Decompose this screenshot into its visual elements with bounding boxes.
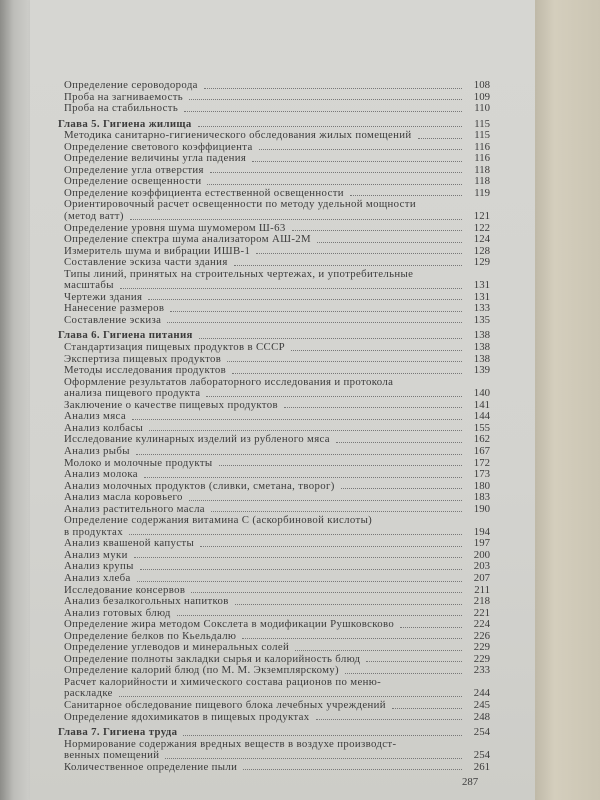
- toc-entry-title: Санитарное обследование пищевого блока лечебных учреждений: [64, 699, 386, 711]
- toc-page-number: 245: [473, 698, 490, 711]
- toc-page-number: 229: [473, 652, 490, 665]
- toc-entry-title: Определение жира методом Сокслета в модификации Рушковсково: [64, 619, 395, 631]
- toc-entry-title: Анализ растительного масла: [64, 503, 205, 515]
- toc-page-number: 229: [473, 641, 490, 654]
- toc-page-number: 140: [473, 387, 490, 400]
- dot-leader: [292, 230, 462, 231]
- toc-page-number: 115: [474, 117, 490, 130]
- toc-page-number: 172: [473, 456, 490, 469]
- toc-entry-title: Методы исследования продуктов: [64, 365, 227, 377]
- toc-page-number: 116: [474, 152, 490, 165]
- dot-leader: [317, 242, 462, 243]
- toc-entry: [58, 585, 490, 597]
- dot-leader: [137, 581, 462, 582]
- toc-page-number: 226: [473, 629, 490, 642]
- toc-entry-title: Количественное определение пыли: [64, 761, 238, 773]
- toc-entry-title: Анализ муки: [64, 549, 128, 561]
- toc-entry-title: Исследование кулинарных изделий из рубленого мяса: [64, 434, 330, 446]
- toc-entry-title: Определение коэффициента естественной освещенности: [64, 187, 344, 199]
- toc-entry: [58, 688, 490, 700]
- toc-entry-title: Определение полноты закладки сырья и калорийность блюд: [64, 653, 361, 665]
- toc-page-number: 131: [473, 290, 490, 303]
- toc-page-number: 180: [473, 479, 490, 492]
- toc-entry-title: Анализ мяса: [64, 411, 126, 423]
- toc-entry-title: Оформление результатов лабораторного исследования и протокола: [64, 375, 394, 388]
- dot-leader: [170, 311, 462, 312]
- toc-entry-continuation: в продуктах: [64, 526, 123, 538]
- toc-entry: [58, 654, 490, 666]
- toc-entry: [58, 246, 490, 258]
- dot-leader: [204, 88, 462, 89]
- dot-leader: [219, 465, 462, 466]
- dot-leader: [252, 161, 462, 162]
- dot-leader: [184, 111, 462, 112]
- toc-entry: [58, 573, 490, 585]
- toc-entry: [58, 80, 490, 92]
- toc-page-number: 110: [474, 102, 490, 115]
- dot-leader: [242, 638, 462, 639]
- toc-entry: [58, 103, 490, 115]
- dot-leader: [200, 546, 462, 547]
- dot-leader: [291, 350, 462, 351]
- toc-entry-title: Определение углеводов и минеральных солей: [64, 642, 290, 654]
- toc-page-number: 211: [474, 583, 490, 596]
- toc-page-number: 128: [473, 244, 490, 257]
- toc-page-number: 254: [473, 749, 490, 762]
- toc-entry-continuation: раскладке: [64, 688, 113, 700]
- toc-entry: [58, 561, 490, 573]
- dot-leader: [259, 149, 462, 150]
- dot-leader: [136, 454, 462, 455]
- toc-entry: [58, 550, 490, 562]
- toc-page-number: 122: [473, 221, 490, 234]
- book-cover-edge: [535, 0, 600, 800]
- toc-page-number: 183: [473, 491, 490, 504]
- dot-leader: [120, 288, 462, 289]
- toc-page-number: 138: [473, 329, 490, 342]
- toc-entry: [58, 527, 490, 539]
- toc-entry: [58, 400, 490, 412]
- toc-entry-title: Нормирование содержания вредных веществ в воздухе производст-: [64, 737, 397, 750]
- toc-page-number: 221: [473, 606, 490, 619]
- toc-entry: [58, 176, 490, 188]
- toc-page-number: 224: [473, 618, 490, 631]
- dot-leader: [132, 419, 462, 420]
- dot-leader: [144, 477, 462, 478]
- toc-page-number: 139: [473, 364, 490, 377]
- dot-leader: [400, 627, 462, 628]
- toc-entry-title: Определение освещенности: [64, 176, 202, 188]
- toc-entry-title: Определение угла отверстия: [64, 164, 204, 176]
- toc-entry: [58, 619, 490, 631]
- toc-page-number: 218: [473, 595, 490, 608]
- toc-page-number: 133: [473, 302, 490, 315]
- dot-leader: [119, 696, 462, 697]
- toc-entry-title: Ориентировочный расчет освещенности по методу удельной мощности: [64, 198, 416, 211]
- toc-entry: [58, 303, 490, 315]
- dot-leader: [232, 373, 462, 374]
- toc-page-number: 254: [473, 726, 490, 739]
- dot-leader: [183, 735, 462, 736]
- toc-entry-title: Исследование консервов: [64, 584, 186, 596]
- toc-entry-title: Нанесение размеров: [64, 303, 165, 315]
- dot-leader: [165, 758, 462, 759]
- toc-entry: [58, 130, 490, 142]
- toc-entry: [58, 642, 490, 654]
- toc-entry: [58, 458, 490, 470]
- toc-entry: [58, 750, 490, 762]
- toc-entry-continuation: венных помещений: [64, 750, 160, 762]
- toc-entry: [58, 631, 490, 643]
- toc-entry-title: Анализ рыбы: [64, 445, 130, 457]
- toc-entry: [58, 354, 490, 366]
- toc-entry: [58, 165, 490, 177]
- toc-entry-title: Определение калорий блюд (по М. М. Экземплярскому): [64, 665, 339, 677]
- toc-entry: [58, 234, 490, 246]
- toc-entry: [58, 188, 490, 200]
- toc-entry-title: Типы линий, принятых на строительных чертежах, и употребительные: [64, 267, 414, 280]
- dot-leader: [392, 708, 462, 709]
- toc-page-number: 118: [474, 175, 490, 188]
- dot-leader: [345, 673, 462, 674]
- toc-entry: [58, 665, 490, 677]
- dot-leader: [210, 172, 462, 173]
- toc-entry-title: Определение величины угла падения: [64, 153, 247, 165]
- toc-page-number: 109: [473, 90, 490, 103]
- dot-leader: [211, 511, 462, 512]
- toc-entry-title: Анализ готовых блюд: [64, 607, 171, 619]
- toc-entry-title: Глава 7. Гигиена труда: [58, 727, 178, 739]
- toc-entry-title: Определение ядохимикатов в пищевых продуктах: [64, 711, 310, 723]
- toc-entry-title: Молоко и молочные продукты: [64, 457, 213, 469]
- dot-leader: [191, 592, 462, 593]
- toc-entry-title: Анализ безалкогольных напитков: [64, 596, 229, 608]
- toc-entry-title: Проба на загниваемость: [64, 91, 184, 103]
- dot-leader: [207, 184, 462, 185]
- toc-entry: [58, 280, 490, 292]
- toc-entry: [58, 700, 490, 712]
- toc-entry-title: Чертежи здания: [64, 291, 143, 303]
- toc-page-number: 200: [473, 548, 490, 561]
- toc-page-number: 108: [473, 79, 490, 91]
- dot-leader: [140, 569, 462, 570]
- toc-entry-title: Анализ колбасы: [64, 422, 144, 434]
- toc-entry-title: Анализ крупы: [64, 561, 134, 573]
- toc-entry: [58, 538, 490, 550]
- toc-entry: [58, 446, 490, 458]
- toc-page-number: 233: [473, 664, 490, 677]
- dot-leader: [177, 615, 462, 616]
- toc-entry: [58, 142, 490, 154]
- toc-page-number: 129: [473, 256, 490, 269]
- page-number: 287: [462, 776, 479, 788]
- toc-entry: [58, 423, 490, 435]
- toc-entry-title: Проба на стабильность: [64, 103, 179, 115]
- toc-entry-title: Анализ масла коровьего: [64, 492, 183, 504]
- toc-page-number: 124: [473, 233, 490, 246]
- toc-entry-title: Определение спектра шума анализатором АШ-2М: [64, 234, 311, 246]
- toc-entry-title: Определение сероводорода: [64, 80, 198, 91]
- toc-entry: [58, 596, 490, 608]
- toc-entry: [58, 153, 490, 165]
- dot-leader: [341, 488, 462, 489]
- toc-entry-title: Анализ молочных продуктов (сливки, сметана, творог): [64, 480, 335, 492]
- toc-entry: [58, 492, 490, 504]
- toc-page-number: 197: [473, 537, 490, 550]
- toc-page-number: 144: [473, 410, 490, 423]
- toc-entry-title: Составление эскиза части здания: [64, 257, 228, 269]
- dot-leader: [130, 219, 462, 220]
- toc-entry-title: Анализ хлеба: [64, 572, 131, 584]
- toc-page-number: 203: [473, 560, 490, 573]
- dot-leader: [284, 407, 462, 408]
- toc-entry-continuation: анализа пищевого продукта: [64, 388, 201, 400]
- dot-leader: [235, 604, 462, 605]
- toc-entry-title: Определение светового коэффициента: [64, 141, 253, 153]
- dot-leader: [336, 442, 462, 443]
- toc-page-number: 119: [474, 186, 490, 199]
- toc-entry: [58, 342, 490, 354]
- toc-entry: [58, 504, 490, 516]
- dot-leader: [256, 253, 462, 254]
- dot-leader: [366, 661, 462, 662]
- toc-entry: [58, 257, 490, 269]
- toc-page-number: 261: [473, 760, 490, 773]
- toc-page-number: 115: [474, 129, 490, 142]
- toc-page-number: 131: [473, 279, 490, 292]
- toc-entry-title: Анализ молока: [64, 469, 138, 481]
- toc-page-number: 141: [473, 398, 490, 411]
- toc-entry: [58, 608, 490, 620]
- toc-chapter-heading: [58, 119, 490, 131]
- toc-page-number: 135: [473, 313, 490, 326]
- toc-entry: [58, 762, 490, 774]
- dot-leader: [316, 719, 463, 720]
- toc-entry-title: Определение белков по Кьельдалю: [64, 630, 237, 642]
- dot-leader: [243, 769, 462, 770]
- dot-leader: [227, 361, 462, 362]
- toc-page-number: 138: [473, 352, 490, 365]
- toc-page-number: 118: [474, 163, 490, 176]
- toc-entry-title: Анализ квашеной капусты: [64, 538, 195, 550]
- toc-entry: [58, 315, 490, 327]
- toc-entry-title: Составление эскиза: [64, 314, 162, 326]
- toc-entry-continuation: масштабы: [64, 280, 114, 292]
- dot-leader: [189, 500, 462, 501]
- toc-page-number: 116: [474, 140, 490, 153]
- dot-leader: [189, 99, 462, 100]
- dot-leader: [134, 557, 462, 558]
- toc-entry-title: Экспертиза пищевых продуктов: [64, 353, 222, 365]
- dot-leader: [198, 126, 462, 127]
- toc-page-number: 248: [473, 710, 490, 723]
- table-of-contents: [58, 80, 490, 773]
- toc-entry-title: Определение содержания витамина С (аскорбиновой кислоты): [64, 514, 373, 527]
- toc-entry: [58, 469, 490, 481]
- toc-page-number: 138: [473, 341, 490, 354]
- toc-chapter-heading: [58, 727, 490, 739]
- toc-entry-title: Глава 6. Гигиена питания: [58, 330, 193, 342]
- toc-page-number: 162: [473, 433, 490, 446]
- dot-leader: [167, 322, 462, 323]
- toc-entry: [58, 388, 490, 400]
- dot-leader: [199, 338, 462, 339]
- toc-page-number: 194: [473, 525, 490, 538]
- dot-leader: [206, 396, 462, 397]
- toc-entry: [58, 481, 490, 493]
- toc-entry-title: Измеритель шума и вибрации ИШВ-1: [64, 245, 251, 257]
- toc-entry-title: Стандартизация пищевых продуктов в СССР: [64, 342, 285, 354]
- toc-page-number: 155: [473, 421, 490, 434]
- toc-entry: [58, 92, 490, 104]
- toc-entry: [58, 365, 490, 377]
- toc-entry: [58, 411, 490, 423]
- book-left-edge: [0, 0, 34, 800]
- toc-page-number: 244: [473, 687, 490, 700]
- toc-entry: [58, 712, 490, 724]
- toc-entry: [58, 211, 490, 223]
- toc-entry: [58, 434, 490, 446]
- dot-leader: [295, 650, 462, 651]
- dot-leader: [149, 430, 462, 431]
- dot-leader: [418, 138, 462, 139]
- toc-entry-title: Методика санитарно-гигиенического обследования жилых помещений: [64, 130, 412, 142]
- dot-leader: [148, 299, 462, 300]
- toc-page-number: 167: [473, 444, 490, 457]
- toc-entry: [58, 292, 490, 304]
- toc-entry-continuation: (метод ватт): [64, 211, 124, 223]
- toc-page-number: 173: [473, 468, 490, 481]
- toc-page-number: 190: [473, 502, 490, 515]
- toc-entry-title: Заключение о качестве пищевых продуктов: [64, 399, 278, 411]
- toc-chapter-heading: [58, 330, 490, 342]
- toc-entry-title: Глава 5. Гигиена жилища: [58, 118, 192, 130]
- toc-entry-title: Расчет калорийности и химического состава рационов по меню-: [64, 675, 382, 688]
- dot-leader: [234, 265, 462, 266]
- toc-page-number: 207: [473, 571, 490, 584]
- toc-page-number: 121: [473, 210, 490, 223]
- dot-leader: [129, 534, 462, 535]
- toc-entry: [58, 223, 490, 235]
- dot-leader: [350, 195, 462, 196]
- toc-entry-title: Определение уровня шума шумомером Ш-63: [64, 222, 286, 234]
